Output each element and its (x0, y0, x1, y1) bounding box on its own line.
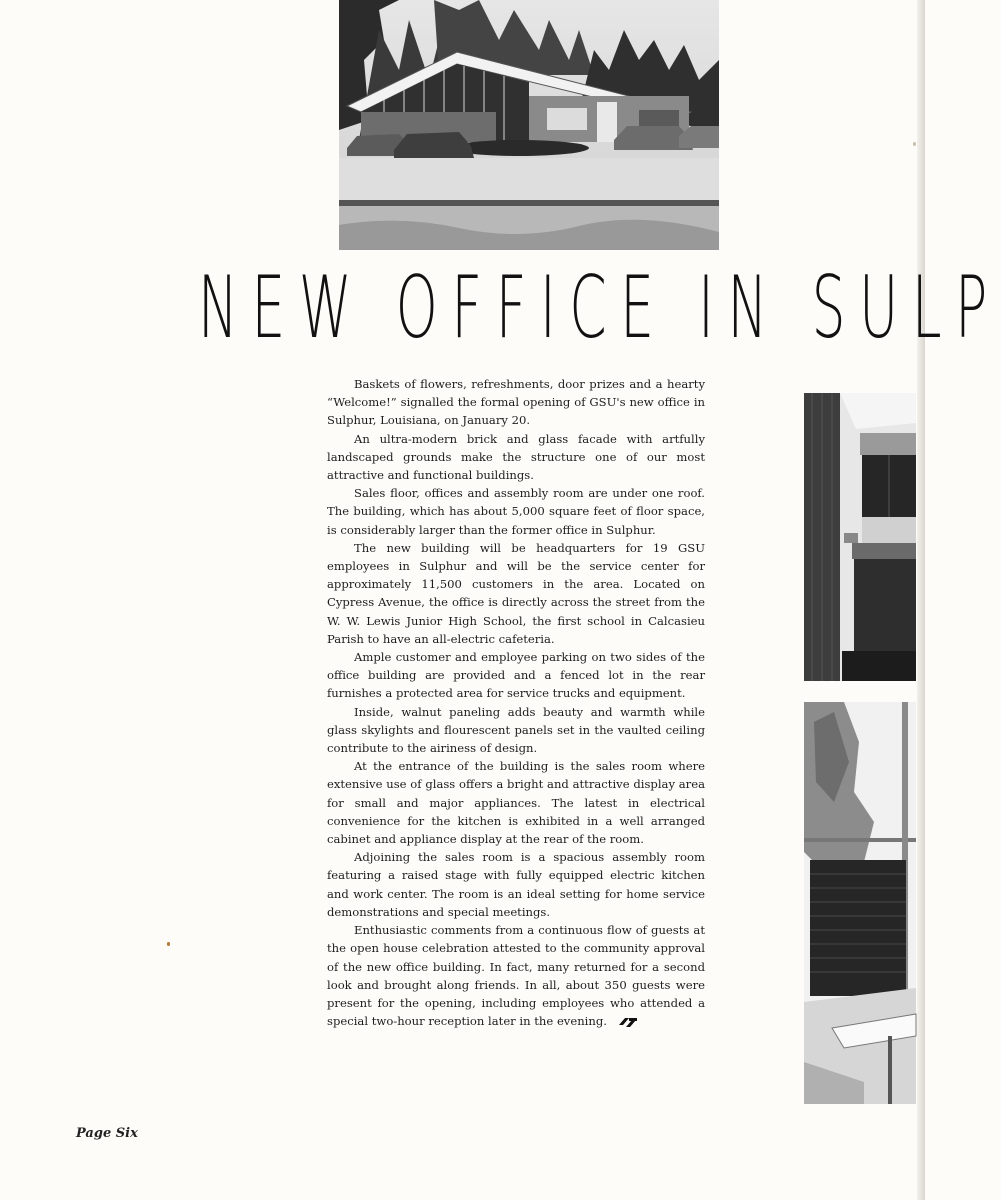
page-edge (917, 0, 925, 1200)
page-number: Page Six (76, 1126, 138, 1141)
article-paragraph: Sales floor, offices and assembly room are under one roof. The building, which has about 5,000 square feet of floor space, is considerably larger than the former office in Sulphur. (327, 486, 705, 537)
article-paragraph: Inside, walnut paneling adds beauty and warmth while glass skylights and flourescent panels set in the vaulted ceiling contribute to the airiness of design. (327, 704, 705, 756)
headline (198, 258, 1001, 358)
article-paragraph: The new building will be headquarters for 19 GSU employees in Sulphur and will be the service center for approximately 11,500 customers in the area. Located on Cypress Avenue, the office is directly across the street from the W. W. Lewis Junior High School, the first school in Calcasieu Parish to have an all-electric cafeteria. (327, 540, 705, 646)
article-paragraph: Adjoining the sales room is a spacious assembly room featuring a raised stage with fully equipped electric kitchen and work center. The room is an ideal setting for home service demonstrations and special meetings. (327, 850, 705, 919)
article-paragraph: An ultra-modern brick and glass facade with artfully landscaped grounds make the structure one of our most attractive and functional buildings. (327, 431, 705, 483)
article-paragraph: Baskets of flowers, refreshments, door prizes and a hearty “Welcome!” signalled the formal opening of GSU's new office in Sulphur, Louisiana, on January 20. (327, 377, 705, 428)
window-and-brick-wall-photo (804, 702, 916, 1104)
ink-speck (167, 942, 170, 946)
headline-text: NEW OFFICE IN SULP (198, 258, 1001, 358)
gsu-logo-icon (617, 1016, 639, 1028)
kitchen-display-photo (804, 393, 916, 681)
ink-speck (913, 142, 916, 146)
office-building-exterior-photo (339, 0, 719, 250)
article-paragraph-last-text: Enthusiastic comments from a continuous flow of guests at the open house celebration attested to the community approval of the new office building. In fact, many returned for a second look and brought along friends. In all, about 350 guests were present for the opening, including employees who attended a special two-hour reception later in the evening. (327, 923, 705, 1029)
article-body (327, 375, 705, 1030)
article-paragraph: At the entrance of the building is the sales room where extensive use of glass offers a bright and attractive display area for small and major appliances. The latest in electrical convenience for the kitchen is exhibited in a well arranged cabinet and appliance display at the rear of the room. (327, 759, 705, 847)
article-paragraph-last (327, 921, 705, 1030)
article-paragraph: Ample customer and employee parking on two sides of the office building are provided and a fenced lot in the rear furnishes a protected area for service trucks and equipment. (327, 650, 705, 701)
